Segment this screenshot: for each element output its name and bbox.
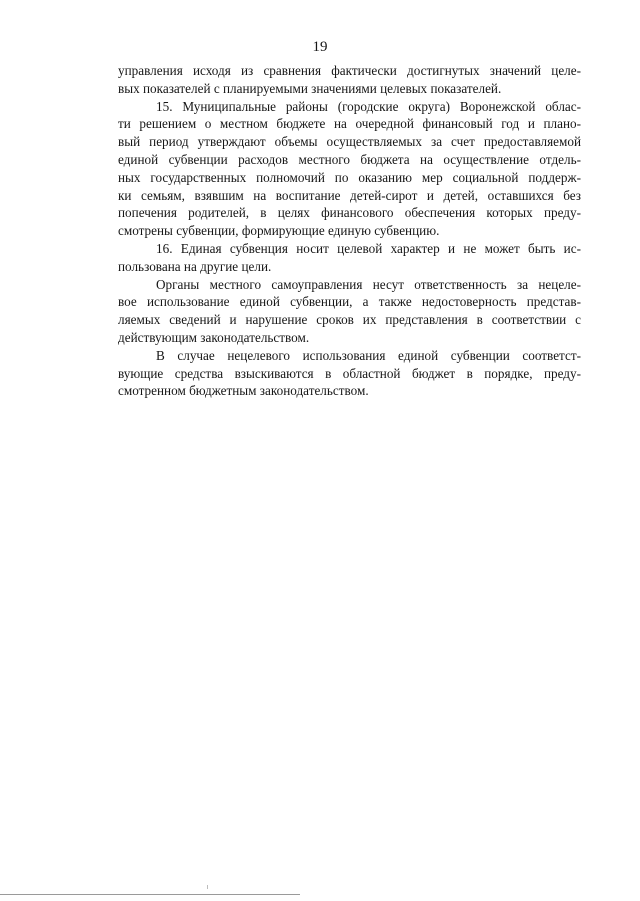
text-line: 16. Единая субвенция носит целевой характер и не может быть ис-: [156, 240, 581, 256]
paragraph-responsibility: [118, 276, 581, 347]
text-line: ки семьям, взявшим на воспитание детей-сирот и детей, оставшихся без: [118, 187, 581, 203]
paragraph-item-15: [118, 98, 581, 240]
text-line: ти решением о местном бюджете на очередной финансовый год и плано-: [118, 116, 581, 132]
text-line: вых показателей с планируемыми значениями целевых показателей.: [118, 80, 502, 96]
text-line: вое использование единой субвенции, а также недостоверность представ-: [118, 294, 581, 310]
text-line: вый период утверждают объемы осуществляемых за счет предоставляемой: [118, 134, 581, 150]
text-line: 15. Муниципальные районы (городские округа) Воронежской облас-: [156, 98, 581, 114]
text-line: Органы местного самоуправления несут ответственность за нецеле-: [156, 276, 581, 292]
text-line: В случае нецелевого использования единой субвенции соответст-: [156, 347, 581, 363]
text-line: единой субвенции расходов местного бюджета на осуществление отдель-: [118, 151, 581, 167]
paragraph-continuation: [118, 62, 581, 98]
paragraph-misuse: [118, 347, 581, 400]
text-line: ных государственных полномочий по оказанию мер социальной поддерж-: [118, 169, 581, 185]
text-line: пользована на другие цели.: [118, 258, 272, 274]
text-line: управления исходя из сравнения фактически достигнутых значений целе-: [118, 63, 581, 78]
scan-mark: [207, 885, 208, 889]
text-line: смотренном бюджетным законодательством.: [118, 383, 369, 399]
document-body: [118, 62, 581, 400]
paragraph-item-16: [118, 240, 581, 276]
page-number: 19: [312, 39, 328, 55]
text-line: попечения родителей, в целях финансового обеспечения которых преду-: [118, 205, 581, 221]
text-line: ляемых сведений и нарушение сроков их представления в соответствии с: [118, 312, 581, 328]
text-line: действующим законодательством.: [118, 329, 310, 345]
scan-edge-line: [0, 894, 300, 895]
text-line: смотрены субвенции, формирующие единую субвенцию.: [118, 223, 440, 239]
text-line: вующие средства взыскиваются в областной бюджет в порядке, преду-: [118, 365, 581, 381]
